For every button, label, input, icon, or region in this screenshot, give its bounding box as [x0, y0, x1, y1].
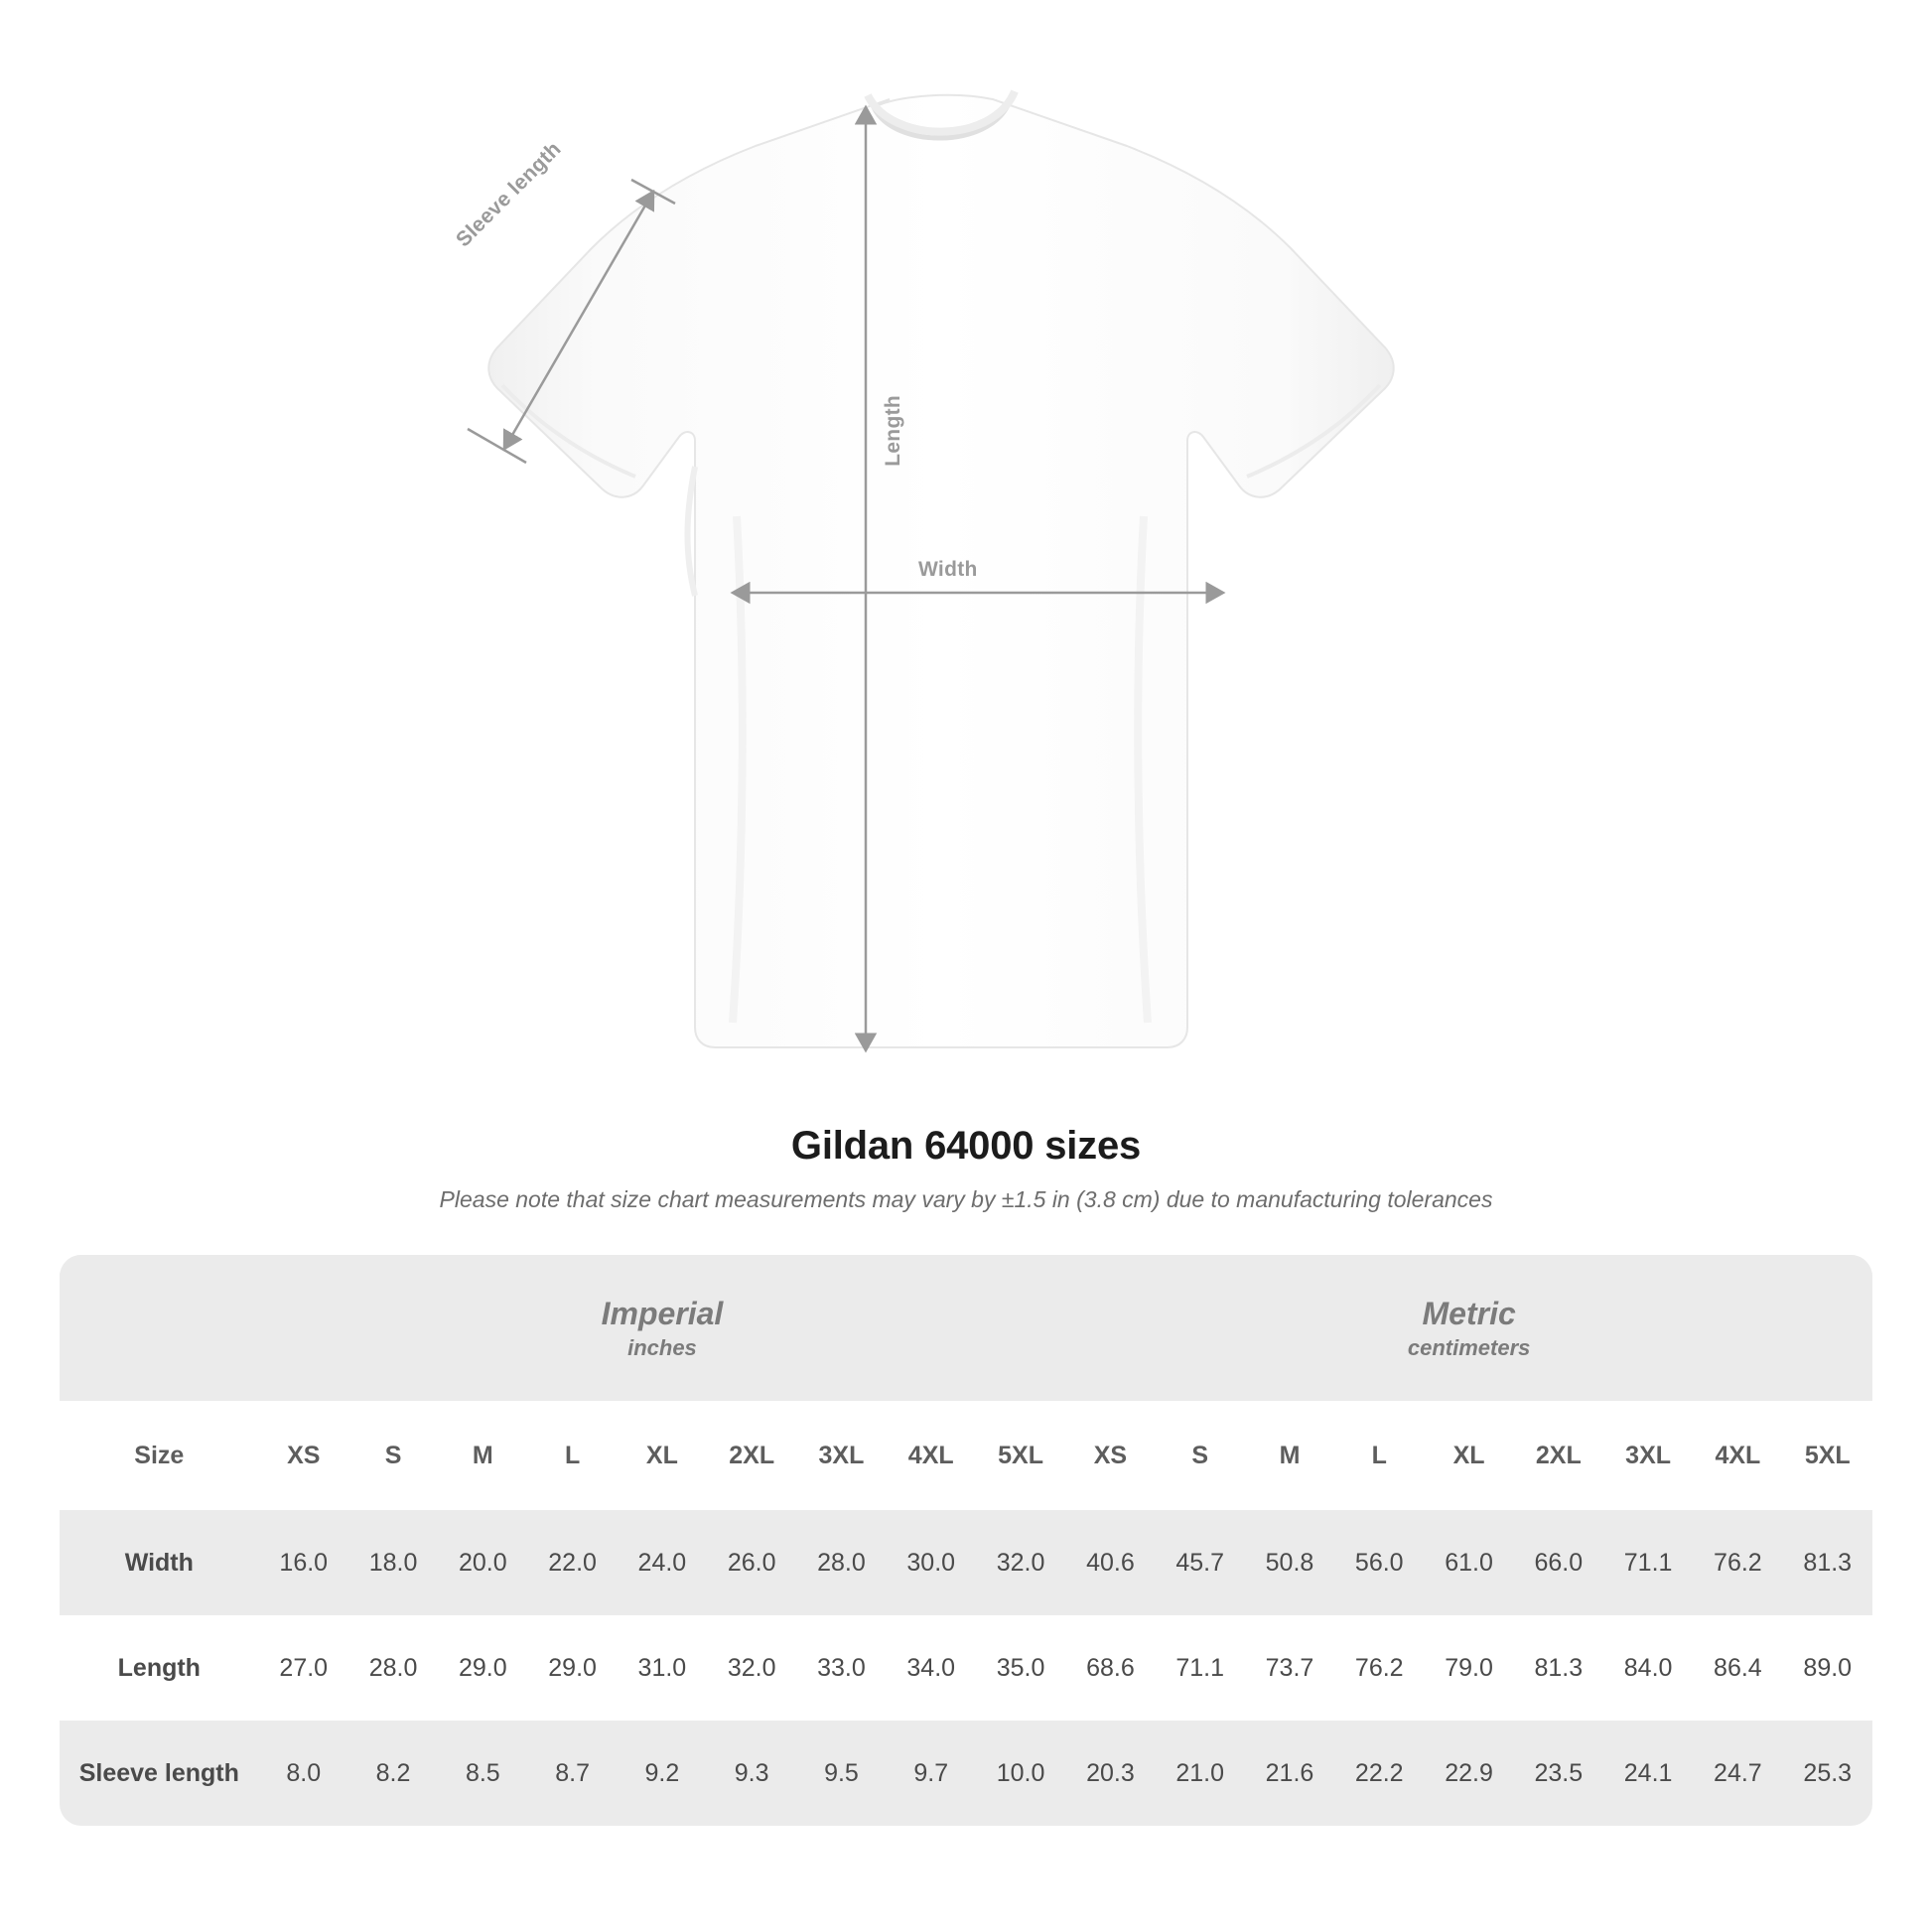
table-cell: 32.0 — [707, 1615, 796, 1721]
table-cell: 28.0 — [796, 1510, 886, 1615]
size-header-cell: S — [348, 1401, 438, 1510]
table-row — [60, 1721, 1872, 1826]
table-cell: 21.6 — [1245, 1721, 1334, 1826]
table-cell: 81.3 — [1514, 1615, 1603, 1721]
table-cell: 22.9 — [1424, 1721, 1513, 1826]
unit-group-imperial-sub: inches — [627, 1334, 697, 1360]
table-cell: 33.0 — [796, 1615, 886, 1721]
size-header-cell: 3XL — [796, 1401, 886, 1510]
unit-group-imperial-name: Imperial — [601, 1295, 724, 1331]
table-cell: 73.7 — [1245, 1615, 1334, 1721]
size-header-cell: XL — [618, 1401, 707, 1510]
table-cell: 32.0 — [976, 1510, 1065, 1615]
table-cell: 30.0 — [887, 1510, 976, 1615]
table-cell: 16.0 — [259, 1510, 348, 1615]
table-cell: 61.0 — [1424, 1510, 1513, 1615]
width-label: Width — [918, 558, 978, 581]
size-header-cell: 3XL — [1603, 1401, 1693, 1510]
table-cell: 20.0 — [438, 1510, 527, 1615]
row-label-width: Width — [60, 1510, 259, 1615]
table-row — [60, 1615, 1872, 1721]
size-header-cell: 5XL — [1783, 1401, 1872, 1510]
table-cell: 8.5 — [438, 1721, 527, 1826]
unit-group-metric — [1065, 1255, 1872, 1401]
table-cell: 9.5 — [796, 1721, 886, 1826]
table-cell: 24.7 — [1693, 1721, 1782, 1826]
table-cell: 40.6 — [1065, 1510, 1155, 1615]
table-cell: 23.5 — [1514, 1721, 1603, 1826]
unit-group-imperial — [259, 1255, 1066, 1401]
table-cell: 21.0 — [1156, 1721, 1245, 1826]
table-cell: 76.2 — [1693, 1510, 1782, 1615]
row-label-length: Length — [60, 1615, 259, 1721]
title-block — [0, 1124, 1932, 1213]
size-header-cell: 4XL — [1693, 1401, 1782, 1510]
table-cell: 31.0 — [618, 1615, 707, 1721]
size-header-cell: L — [527, 1401, 617, 1510]
table-cell: 24.0 — [618, 1510, 707, 1615]
table-cell: 35.0 — [976, 1615, 1065, 1721]
table-cell: 29.0 — [438, 1615, 527, 1721]
table-cell: 34.0 — [887, 1615, 976, 1721]
size-header-cell: L — [1334, 1401, 1424, 1510]
table-cell: 29.0 — [527, 1615, 617, 1721]
tolerance-note: Please note that size chart measurements may vary by ±1.5 in (3.8 cm) due to manufacturing tolerances — [439, 1186, 1493, 1212]
table-cell: 9.2 — [618, 1721, 707, 1826]
size-header-cell: S — [1156, 1401, 1245, 1510]
table-cell: 81.3 — [1783, 1510, 1872, 1615]
size-header-cell: M — [438, 1401, 527, 1510]
table-cell: 8.7 — [527, 1721, 617, 1826]
table-cell: 86.4 — [1693, 1615, 1782, 1721]
table-cell: 45.7 — [1156, 1510, 1245, 1615]
size-header-cell: 4XL — [887, 1401, 976, 1510]
size-header-cell: 2XL — [707, 1401, 796, 1510]
unit-group-metric-name: Metric — [1422, 1295, 1516, 1331]
table-cell: 18.0 — [348, 1510, 438, 1615]
table-cell: 24.1 — [1603, 1721, 1693, 1826]
table-cell: 8.2 — [348, 1721, 438, 1826]
table-cell: 68.6 — [1065, 1615, 1155, 1721]
unit-header-spacer — [60, 1255, 259, 1401]
table-cell: 89.0 — [1783, 1615, 1872, 1721]
table-cell: 28.0 — [348, 1615, 438, 1721]
size-header-row — [60, 1401, 1872, 1510]
size-header-cell: XL — [1424, 1401, 1513, 1510]
unit-group-metric-sub: centimeters — [1407, 1334, 1531, 1360]
table-cell: 10.0 — [976, 1721, 1065, 1826]
table-cell: 20.3 — [1065, 1721, 1155, 1826]
table-cell: 8.0 — [259, 1721, 348, 1826]
table-row — [60, 1510, 1872, 1615]
length-label: Length — [882, 395, 904, 467]
table-cell: 22.2 — [1334, 1721, 1424, 1826]
page-title: Gildan 64000 sizes — [790, 1124, 1142, 1168]
table-cell: 71.1 — [1603, 1510, 1693, 1615]
table-cell: 79.0 — [1424, 1615, 1513, 1721]
table-cell: 9.7 — [887, 1721, 976, 1826]
size-header-cell: M — [1245, 1401, 1334, 1510]
table-cell: 71.1 — [1156, 1615, 1245, 1721]
unit-header-row — [60, 1255, 1872, 1401]
table-cell: 26.0 — [707, 1510, 796, 1615]
table-cell: 50.8 — [1245, 1510, 1334, 1615]
size-table-wrapper — [60, 1255, 1872, 1826]
table-cell: 27.0 — [259, 1615, 348, 1721]
table-cell: 9.3 — [707, 1721, 796, 1826]
size-header-cell: 5XL — [976, 1401, 1065, 1510]
size-table — [60, 1255, 1872, 1826]
size-header-cell: 2XL — [1514, 1401, 1603, 1510]
table-cell: 84.0 — [1603, 1615, 1693, 1721]
table-cell: 56.0 — [1334, 1510, 1424, 1615]
table-cell: 66.0 — [1514, 1510, 1603, 1615]
size-header-cell: XS — [259, 1401, 348, 1510]
size-header-cell: XS — [1065, 1401, 1155, 1510]
sleeve-length-label: Sleeve length — [452, 137, 566, 252]
row-label-sleeve-length: Sleeve length — [60, 1721, 259, 1826]
table-cell: 76.2 — [1334, 1615, 1424, 1721]
size-header-label: Size — [60, 1401, 259, 1510]
table-cell: 25.3 — [1783, 1721, 1872, 1826]
table-cell: 22.0 — [527, 1510, 617, 1615]
